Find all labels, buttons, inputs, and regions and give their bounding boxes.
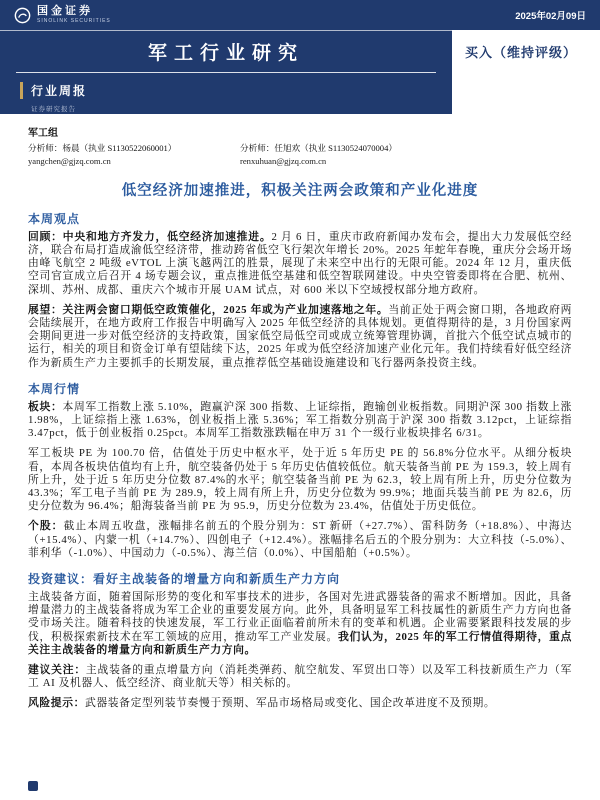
- paragraph-lead: 展望：关注两会窗口期低空政策催化，2025 年或为产业加速落地之年。: [28, 303, 389, 316]
- section-heading-weekly-view: 本周观点: [28, 211, 81, 226]
- paragraph-sector: [28, 401, 572, 441]
- analyst-title: 分析师：杨晨（执业 S1130522060001）: [28, 143, 177, 153]
- header-navy-panel: [0, 30, 452, 114]
- team-group-title: 军工组: [28, 128, 58, 139]
- paragraph-text: 军工板块 PE 为 100.70 倍，估值处于历史中枢水平，处于近 5 年历史 PE 的 56.8%分位水平。从细分板块看，本周各板块估值均有上升，航空装备仍处于 5 年历史估值较低位。航天装备当前 PE 为 159.3，较上周有所上升，处于近 5 年历史分位数 87.4%的水平；航空装备当前 PE 为 62.3，较上周有所上升，历史分位数为 43.3%；军工电子当前 PE 为 289.9，较上周有所上升，历史分位数为 99.9%；地面兵装当前 PE 为 82.6，历史分位数为 96.4%；船海装备当前 PE 为 95.9，历史分位数为 23.4%，估值处于历史低位。: [28, 447, 572, 513]
- analyst-card: [28, 142, 240, 168]
- brand-text: [37, 6, 111, 24]
- header-top-bar: [0, 0, 600, 30]
- paragraph-stocks: [28, 520, 572, 560]
- analyst-email[interactable]: renxuhuan@gjzq.com.cn: [240, 155, 327, 166]
- paragraph-lead: 回顾：中央和地方齐发力，低空经济加速推进。: [28, 230, 272, 243]
- analyst-email[interactable]: yangchen@gjzq.com.cn: [28, 155, 111, 166]
- analyst-block: [28, 142, 572, 168]
- rating-badge: 买入（维持评级）: [465, 45, 578, 60]
- brand-name-en: SINOLINK SECURITIES: [37, 18, 111, 24]
- paragraph-valuation: [28, 447, 572, 513]
- paragraph-text: 截止本周五收盘，涨幅排名前五的个股分别为：ST 新研（+27.7%）、雷科防务（+18.8%）、中海达（+15.4%）、内蒙一机（+14.7%）、四创电子（+12.4%）。涨幅排名后五的个股分别为：大立科技（-5.0%）、菲利华（-1.0%）、中国动力（-0.5%）、海兰信（0.0%）、中国船舶（+0.5%）。: [28, 520, 572, 559]
- paragraph-text: 本周军工指数上涨 5.10%，跑赢沪深 300 指数、上证综指，跑输创业板指数。同期沪深 300 指数上涨 1.98%，上证综指上涨 1.63%，创业板指上涨 5.36%；军工指数分别高于沪深 300 指数 3.12pct，上证综指 3.47pct，低于创业板指 0.25pct。本周军工指数涨跌幅在申万 31 个一级行业板块排名 6/31。: [28, 400, 572, 440]
- report-kind-label: 行业周报: [20, 82, 452, 99]
- paragraph-lead: 板块：: [28, 400, 63, 413]
- rating-panel: [452, 30, 600, 114]
- paragraph-text: 当前正处于两会窗口期，各地政府两会陆续展开，在地方政府工作报告中明确写入 2025 年低空经济的具体规划。更值得期待的是，3 月份国家两会期间更进一步对低空经济的支持政策，国家低空局低空司或成立统筹管理协调，首批六个低空试点城市的运行，相关的项目和资金订单有望陆续下达，2025 年或为低空经济加速产业化元年。我们持续看好低空经济作为新质生产力主要抓手的长期发展，重点推荐低空基础设施建设和飞行器两条投资主线。: [28, 303, 572, 369]
- header-main: [0, 30, 600, 114]
- analyst-card: [240, 142, 452, 168]
- section-heading-weekly-market: 本周行情: [28, 381, 81, 396]
- paragraph-advice: [28, 591, 572, 657]
- section-heading-investment-advice: 投资建议：看好主战装备的增量方向和新质生产力方向: [28, 572, 341, 587]
- report-note-label: 证券研究报告: [31, 106, 76, 113]
- footer-mark-icon: [28, 781, 38, 791]
- paragraph-emphasis: 我们认为，2025 年的军工行情值得期待，重点关注主战装备的增量方向和新质生产力方向。: [28, 630, 573, 656]
- report-series-title: 军工行业研究: [147, 43, 304, 64]
- report-main-title: 低空经济加速推进，积极关注两会政策和产业化进度: [121, 182, 479, 199]
- sinolink-logo-icon: [14, 7, 31, 24]
- report-date: 2025年02月09日: [515, 11, 586, 22]
- brand: [14, 6, 111, 24]
- paragraph-text: 主战装备的重点增量方向（消耗类弹药、航空航发、军贸出口等）以及军工科技新质生产力（军工 AI 及机器人、低空经济、商业航天等）相关标的。: [28, 664, 573, 690]
- paragraph-lead: 风险提示：: [28, 697, 85, 710]
- paragraph-review: [28, 231, 572, 297]
- header-divider: [16, 72, 436, 73]
- report-body: [0, 114, 600, 711]
- report-header: [0, 0, 600, 114]
- paragraph-text: 武器装备定型列装节奏慢于预期、军品市场格局或变化、国企改革进度不及预期。: [84, 697, 496, 710]
- analyst-title: 分析师：任旭欢（执业 S1130524070004）: [240, 143, 397, 153]
- brand-name: 国金证券: [37, 5, 93, 17]
- paragraph-risk: [28, 697, 572, 710]
- paragraph-watchlist: [28, 664, 572, 690]
- paragraph-lead: 建议关注：: [28, 664, 86, 677]
- paragraph-lead: 个股：: [28, 520, 64, 533]
- paragraph-text: 主战装备方面，随着国际形势的变化和军事技术的进步，各国对先进武器装备的需求不断增加。因此，具备增量潜力的主战装备将成为军工企业的重要发展方向。此外，具备明显军工科技属性的新质生产力方向也备受市场关注。随着科技的快速发展，军工行业正面临着前所未有的变革和机遇。企业需要紧跟科技发展的步伐，积极探索新技术在军工领域的应用，推动军工产业发展。: [28, 591, 572, 643]
- paragraph-text: 2 月 6 日，重庆市政府新闻办发布会，提出大力发展低空经济，联合布局打造成渝低空经济带，推动跨省低空飞行架次年增长 20%。2025 年蛇年春晚，重庆分会场开场由峰飞航空 2 吨级 eVTOL 上演飞越两江的胜景，展现了未来空中出行的无限可能。2024 年 12 月，重庆低空司官宣成立后召开 4 场专题会议，重点推进低空基建和低空智联网建设。中央空管委即将在合肥、杭州、深圳、苏州、成都、重庆六个城市开展 UAM 试点，对 600 米以下空域授权部分地方政府。: [28, 230, 572, 296]
- paragraph-outlook: [28, 304, 572, 370]
